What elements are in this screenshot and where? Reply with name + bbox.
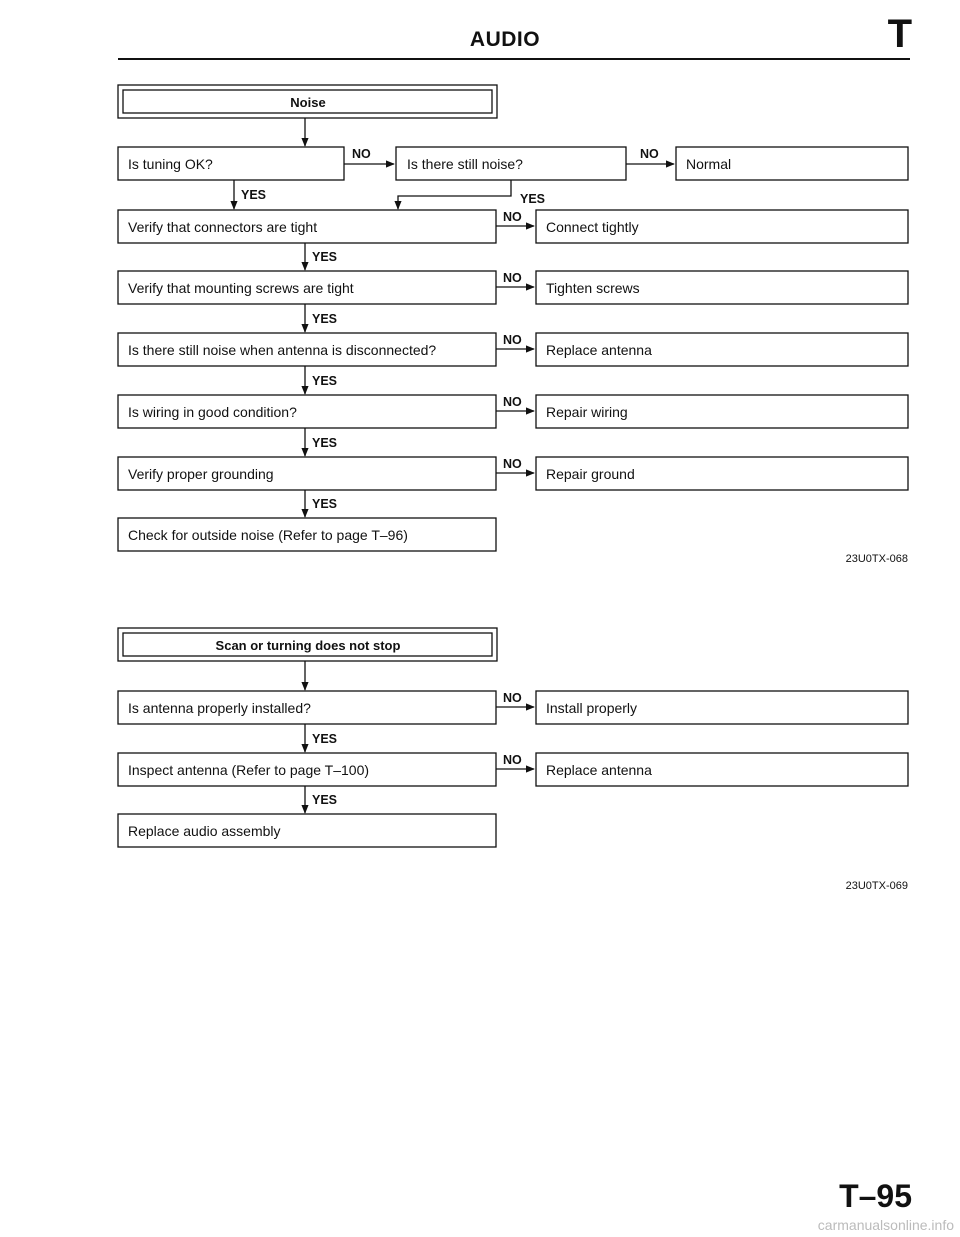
step-text: Inspect antenna (Refer to page T–100)	[128, 762, 370, 778]
step-text: Check for outside noise (Refer to page T–96)	[128, 527, 408, 543]
no-label: NO	[503, 395, 522, 409]
step-text: Install properly	[546, 700, 638, 716]
step-text: Is wiring in good condition?	[128, 404, 297, 420]
yes-label: YES	[312, 732, 338, 746]
noise-chart-title: Noise	[290, 95, 326, 110]
connector	[398, 180, 511, 209]
yes-label: YES	[312, 793, 338, 807]
step-text: Is there still noise?	[407, 156, 523, 172]
no-label: NO	[503, 457, 522, 471]
yes-label: YES	[520, 192, 546, 206]
figure-code-scan: 23U0TX-069	[845, 880, 908, 892]
step-text: Verify proper grounding	[128, 466, 274, 482]
step-text: Verify that connectors are tight	[128, 219, 318, 235]
step-text: Verify that mounting screws are tight	[128, 280, 354, 296]
yes-label: YES	[312, 436, 338, 450]
yes-label: YES	[312, 374, 338, 388]
step-text: Normal	[686, 156, 732, 172]
section-letter: T	[887, 12, 912, 56]
watermark: carmanualsonline.info	[817, 1217, 954, 1233]
step-text: Repair ground	[546, 466, 635, 482]
no-label: NO	[503, 753, 522, 767]
step-text: Is antenna properly installed?	[128, 700, 311, 716]
step-text: Tighten screws	[546, 280, 640, 296]
step-text: Replace antenna	[546, 342, 652, 358]
no-label: NO	[503, 271, 522, 285]
yes-label: YES	[312, 312, 338, 326]
step-text: Replace antenna	[546, 762, 652, 778]
step-text: Replace audio assembly	[128, 823, 281, 839]
no-label: NO	[503, 691, 522, 705]
step-text: Repair wiring	[546, 404, 628, 420]
yes-label: YES	[312, 250, 338, 264]
step-text: Connect tightly	[546, 219, 639, 235]
yes-label: YES	[241, 188, 267, 202]
page-header-title: AUDIO	[469, 28, 541, 51]
no-label: NO	[352, 147, 371, 161]
figure-code-noise: 23U0TX-068	[845, 553, 908, 565]
yes-label: YES	[312, 497, 338, 511]
no-label: NO	[503, 333, 522, 347]
no-label: NO	[503, 210, 522, 224]
page-number: T–95	[839, 1178, 912, 1214]
no-label: NO	[640, 147, 659, 161]
step-text: Is there still noise when antenna is disconnected?	[128, 342, 437, 358]
step-text: Is tuning OK?	[128, 156, 213, 172]
scan-chart-title: Scan or turning does not stop	[215, 638, 401, 653]
